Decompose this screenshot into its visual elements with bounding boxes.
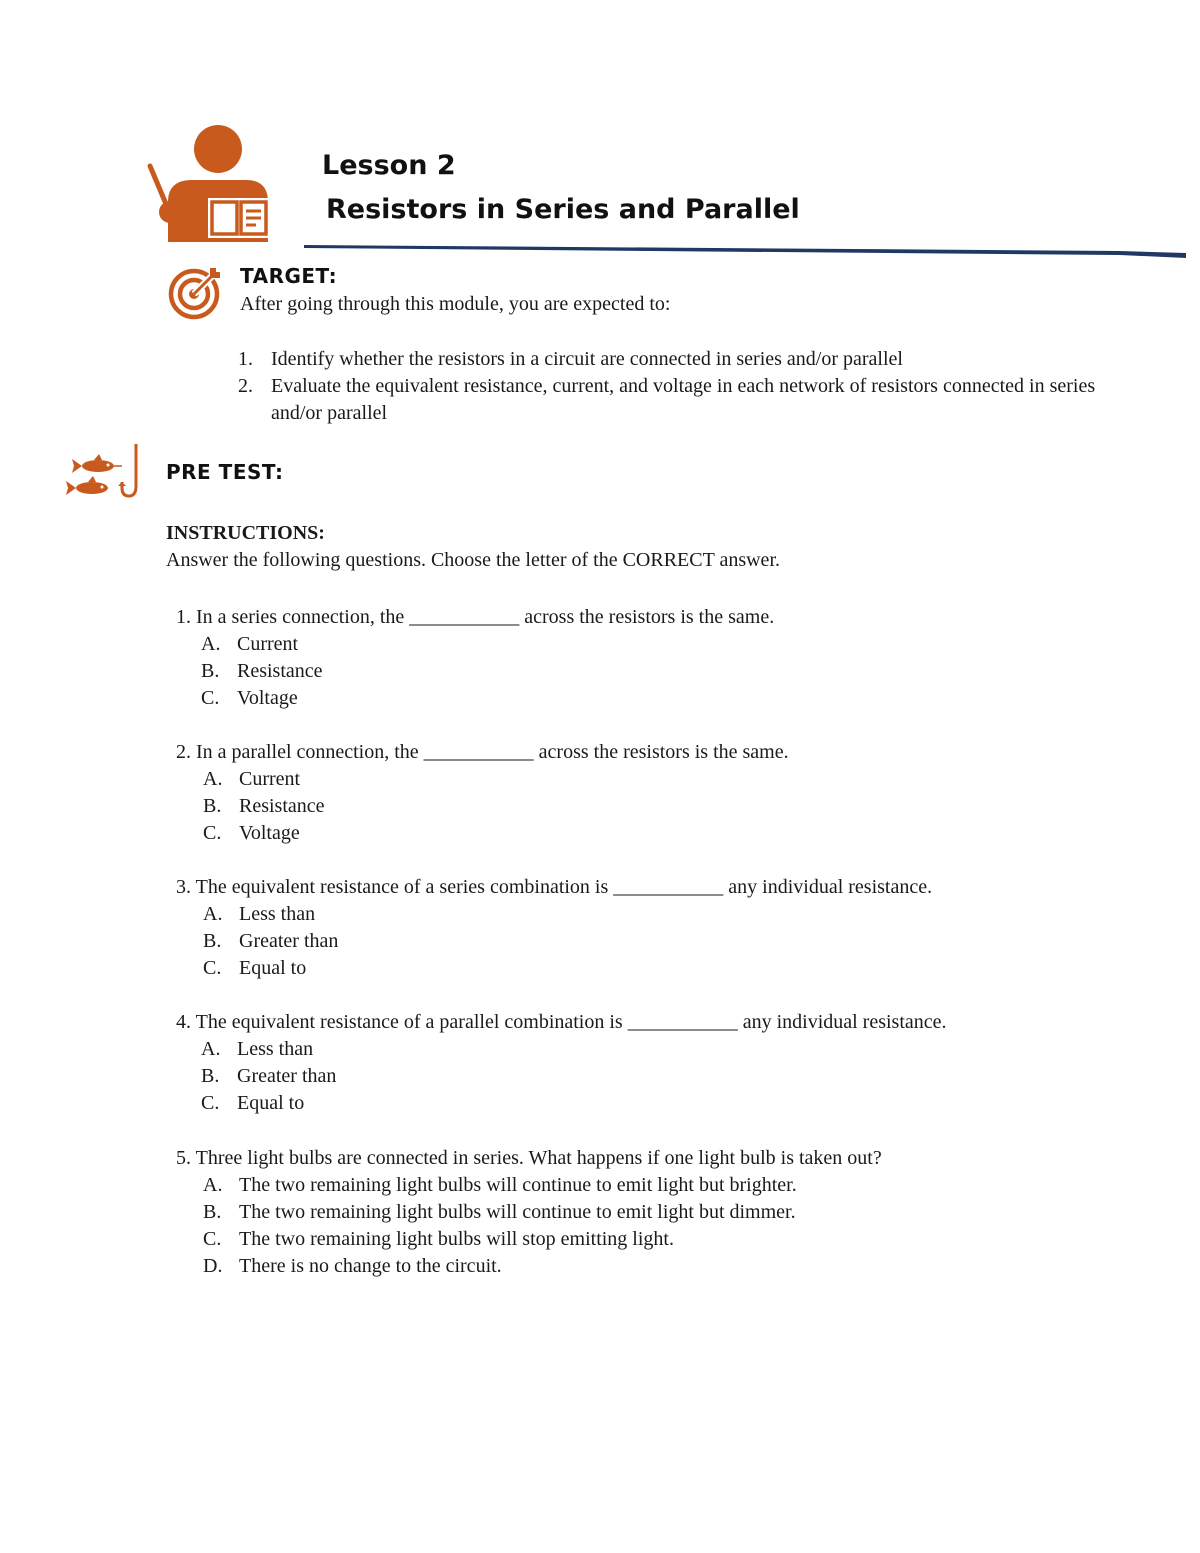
- target-label: TARGET:: [240, 264, 338, 288]
- option-letter: B.: [201, 660, 220, 682]
- option-letter: D.: [203, 1255, 223, 1277]
- teacher-with-book-icon: [146, 124, 276, 242]
- header-divider: [300, 240, 1190, 260]
- option-text: Voltage: [237, 687, 298, 709]
- option-letter: C.: [203, 1228, 222, 1250]
- option-text: Current: [237, 633, 299, 655]
- option-d: [203, 1253, 882, 1280]
- option-letter: B.: [203, 930, 222, 952]
- option-c: [203, 955, 932, 982]
- objective-number: 2.: [238, 375, 253, 397]
- option-a: [203, 901, 932, 928]
- option-text: The two remaining light bulbs will stop emitting light.: [239, 1228, 674, 1250]
- option-list: [201, 631, 774, 712]
- option-b: [201, 658, 774, 685]
- question-stem: 3. The equivalent resistance of a series combination is ___________ any individual resistance.: [176, 876, 933, 898]
- question-2: [176, 739, 789, 847]
- option-text: Equal to: [239, 957, 307, 979]
- option-a: [201, 631, 774, 658]
- option-a: [203, 1172, 882, 1199]
- option-letter: B.: [203, 795, 222, 817]
- option-c: [203, 1226, 882, 1253]
- option-text: Less than: [237, 1038, 314, 1060]
- question-stem: 1. In a series connection, the ___________ across the resistors is the same.: [176, 606, 775, 628]
- question-stem: 4. The equivalent resistance of a parallel combination is ___________ any individual resistance.: [176, 1011, 947, 1033]
- option-c: [201, 685, 774, 712]
- option-b: [203, 1199, 882, 1226]
- target-icon: [168, 264, 224, 320]
- option-b: [203, 928, 932, 955]
- lesson-title: Resistors in Series and Parallel: [326, 194, 800, 225]
- fishing-hook-icon: [66, 442, 146, 502]
- lesson-number: Lesson 2: [322, 150, 456, 181]
- question-4: [176, 1009, 947, 1117]
- option-letter: C.: [201, 687, 220, 709]
- option-letter: C.: [201, 1092, 220, 1114]
- option-c: [203, 820, 789, 847]
- option-text: Less than: [239, 903, 316, 925]
- objective-item: [238, 346, 1098, 373]
- option-letter: A.: [203, 768, 223, 790]
- option-text: Resistance: [237, 660, 323, 682]
- option-text: Greater than: [237, 1065, 337, 1087]
- question-5: [176, 1145, 882, 1280]
- option-b: [201, 1063, 947, 1090]
- option-b: [203, 793, 789, 820]
- option-letter: A.: [203, 903, 223, 925]
- question-stem: 5. Three light bulbs are connected in series. What happens if one light bulb is taken out?: [176, 1147, 882, 1169]
- pretest-label: PRE TEST:: [166, 460, 284, 484]
- option-letter: C.: [203, 957, 222, 979]
- question-stem: 2. In a parallel connection, the ___________ across the resistors is the same.: [176, 741, 789, 763]
- option-list: [203, 1172, 882, 1280]
- option-text: Equal to: [237, 1092, 305, 1114]
- option-letter: A.: [203, 1174, 223, 1196]
- option-text: Greater than: [239, 930, 339, 952]
- option-a: [201, 1036, 947, 1063]
- option-list: [203, 901, 932, 982]
- option-text: Voltage: [239, 822, 300, 844]
- target-intro: After going through this module, you are expected to:: [240, 293, 671, 315]
- instructions-heading: INSTRUCTIONS:: [166, 522, 325, 544]
- option-text: Current: [239, 768, 301, 790]
- option-letter: B.: [203, 1201, 222, 1223]
- question-3: [176, 874, 932, 982]
- option-letter: A.: [201, 1038, 221, 1060]
- option-list: [203, 766, 789, 847]
- option-c: [201, 1090, 947, 1117]
- objective-text: Evaluate the equivalent resistance, current, and voltage in each network of resistors connected in series and/or parallel: [271, 375, 1096, 424]
- question-1: [176, 604, 774, 712]
- option-text: The two remaining light bulbs will continue to emit light but brighter.: [239, 1174, 797, 1196]
- option-letter: B.: [201, 1065, 220, 1087]
- option-text: There is no change to the circuit.: [239, 1255, 502, 1277]
- objective-item: [238, 373, 1098, 427]
- objective-text: Identify whether the resistors in a circuit are connected in series and/or parallel: [271, 348, 903, 370]
- instructions-text: Answer the following questions. Choose the letter of the CORRECT answer.: [166, 549, 780, 571]
- option-text: Resistance: [239, 795, 325, 817]
- option-text: The two remaining light bulbs will continue to emit light but dimmer.: [239, 1201, 796, 1223]
- option-list: [201, 1036, 947, 1117]
- option-letter: C.: [203, 822, 222, 844]
- objectives-list: [238, 346, 1098, 427]
- objective-number: 1.: [238, 348, 253, 370]
- option-letter: A.: [201, 633, 221, 655]
- option-a: [203, 766, 789, 793]
